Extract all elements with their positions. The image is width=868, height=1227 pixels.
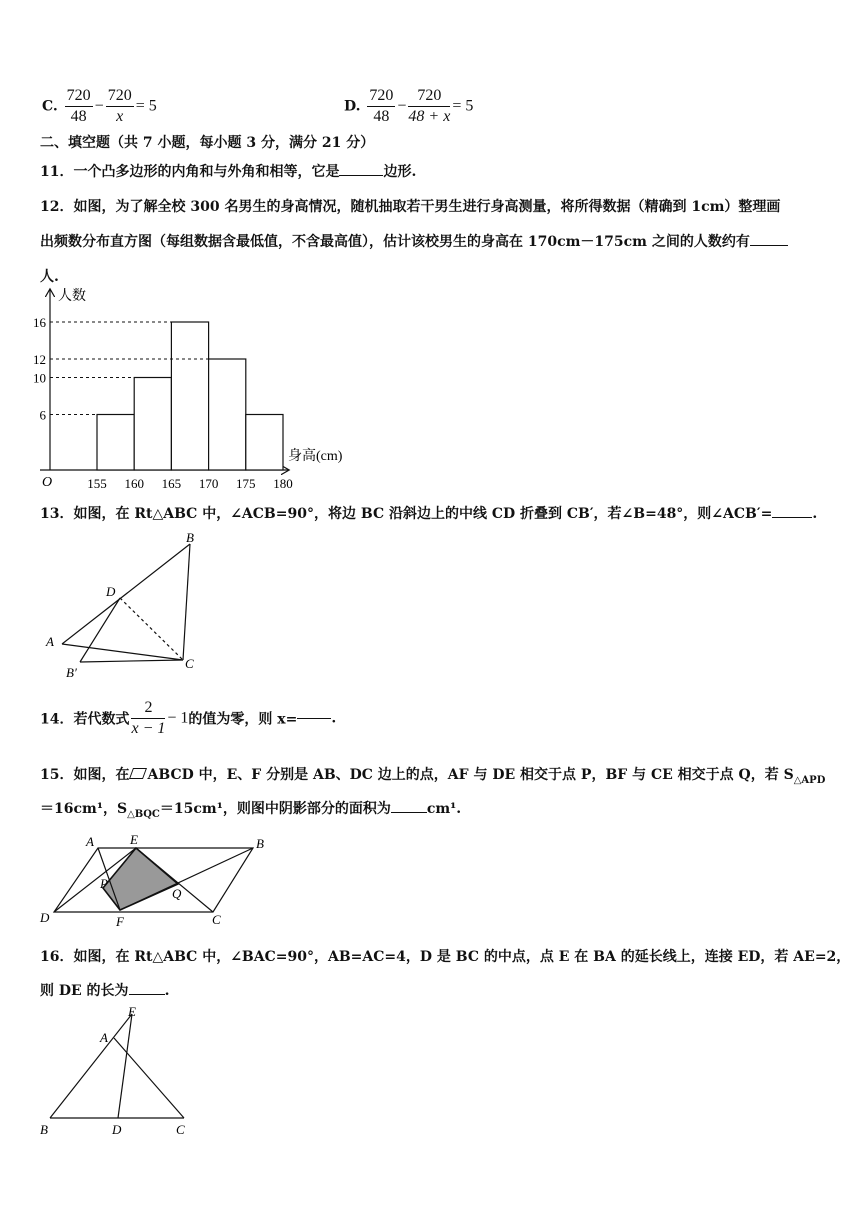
figure-15 [38,830,278,930]
option-c-label: C. [42,98,58,115]
label-Q: Q [172,886,182,901]
label-Bprime: B′ [66,665,77,680]
label-C: C [185,656,194,671]
y-tick-label: 16 [33,315,46,330]
q16-blank[interactable] [129,994,165,995]
label-D: D [106,584,116,599]
x-tick-label: 175 [236,476,256,491]
q11-blank[interactable] [339,175,383,176]
label-D: D [40,910,50,925]
q14-blank[interactable] [297,718,331,719]
label-C: C [176,1122,185,1137]
x-tick-label: 165 [161,476,182,491]
question-13: 13．如图，在 Rt△ABC 中，∠ACB=90°，将边 BC 沿斜边上的中线 CD 折叠到 CB′，若∠B=48°，则∠ACB′= . [40,506,818,522]
question-16-line2: 则 DE 的长为 . [40,983,170,999]
x-tick-label: 155 [87,476,107,491]
label-B: B [40,1122,48,1137]
q14-fraction: $\frac{2}{x - 1}$ [131,699,166,737]
y-tick-label: 12 [33,352,46,367]
x-axis-label: 身高(cm) [288,449,343,464]
figure-13 [40,528,220,688]
bars-group [97,322,283,470]
q13-blank[interactable] [772,517,812,518]
question-12-line3: 人. [40,269,59,285]
question-15-line1: 15．如图，在 ABCD 中，E、F 分别是 AB、DC 边上的点，AF 与 DE 相交于点 P，BF 与 CE 相交于点 Q，若 $S_{\triangle APD}$ [40,767,826,786]
label-E: E [130,832,138,847]
option-c: C. $\frac{720}{48}$ − $\frac{720}{x}$ = 5 [42,87,157,125]
option-c-frac-b: $\frac{720}{x}$ [107,87,132,125]
section-heading: 二、填空题（共 7 小题，每小题 3 分，满分 21 分） [40,135,375,151]
label-A: A [100,1030,108,1045]
label-A: A [46,634,54,649]
x-tick-label: 160 [124,476,144,491]
parallelogram-symbol-icon [129,768,147,779]
y-tick-label: 6 [39,407,46,423]
label-F: F [116,914,124,929]
label-E: E [128,1004,136,1019]
q12-blank[interactable] [750,245,788,246]
question-12-line1: 12．如图，为了解全校 300 名男生的身高情况，随机抽取若干男生进行身高测量，将所得数据（精确到 1cm）整理画 [40,199,781,215]
histogram-bar [134,378,171,471]
y-axis-label: 人数 [58,289,86,304]
x-tick-label: 170 [198,476,219,491]
question-16-line1: 16．如图，在 Rt△ABC 中，∠BAC=90°，AB=AC=4，D 是 BC 的中点，点 E 在 BA 的延长线上，连接 ED，若 AE=2， [40,949,851,965]
y-tick-label: 10 [33,370,46,386]
x-tick-label: 180 [273,476,293,491]
question-11: 11．一个凸多边形的内角和与外角和相等，它是 边形. [40,164,417,180]
origin-label: O [42,475,53,490]
label-C: C [212,912,221,927]
histogram-bar [209,359,246,470]
histogram-bar [246,415,283,471]
option-d-label: D. [344,98,361,115]
label-P: P [100,876,108,891]
label-D: D [112,1122,122,1137]
q15-blank[interactable] [391,812,427,813]
histogram-chart [30,282,370,497]
histogram-bar [97,415,134,471]
option-d-frac-a: $\frac{720}{48}$ [369,87,394,125]
option-c-frac-a: $\frac{720}{48}$ [66,87,91,125]
label-B: B [256,836,264,851]
histogram-bar [171,322,208,470]
question-14: 14．若代数式 $\frac{2}{x - 1}$ − 1的值为零，则 x= . [40,699,337,737]
option-d-frac-b: $\frac{720}{48 + x}$ [408,87,451,125]
question-12-line2: 出频数分布直方图（每组数据含最低值，不含最高值），估计该校男生的身高在 170cm－175cm 之间的人数约有 [40,231,788,251]
label-A: A [86,834,94,849]
label-B: B [186,530,194,545]
question-15-line2: ＝16cm¹，$S_{\triangle BQC}=15cm^1$，则图中阴影部分的面积为 cm¹. [40,801,462,820]
figure-16 [36,1004,206,1144]
option-d: D. $\frac{720}{48}$ − $\frac{720}{48 + x}$ = 5 [344,87,474,125]
